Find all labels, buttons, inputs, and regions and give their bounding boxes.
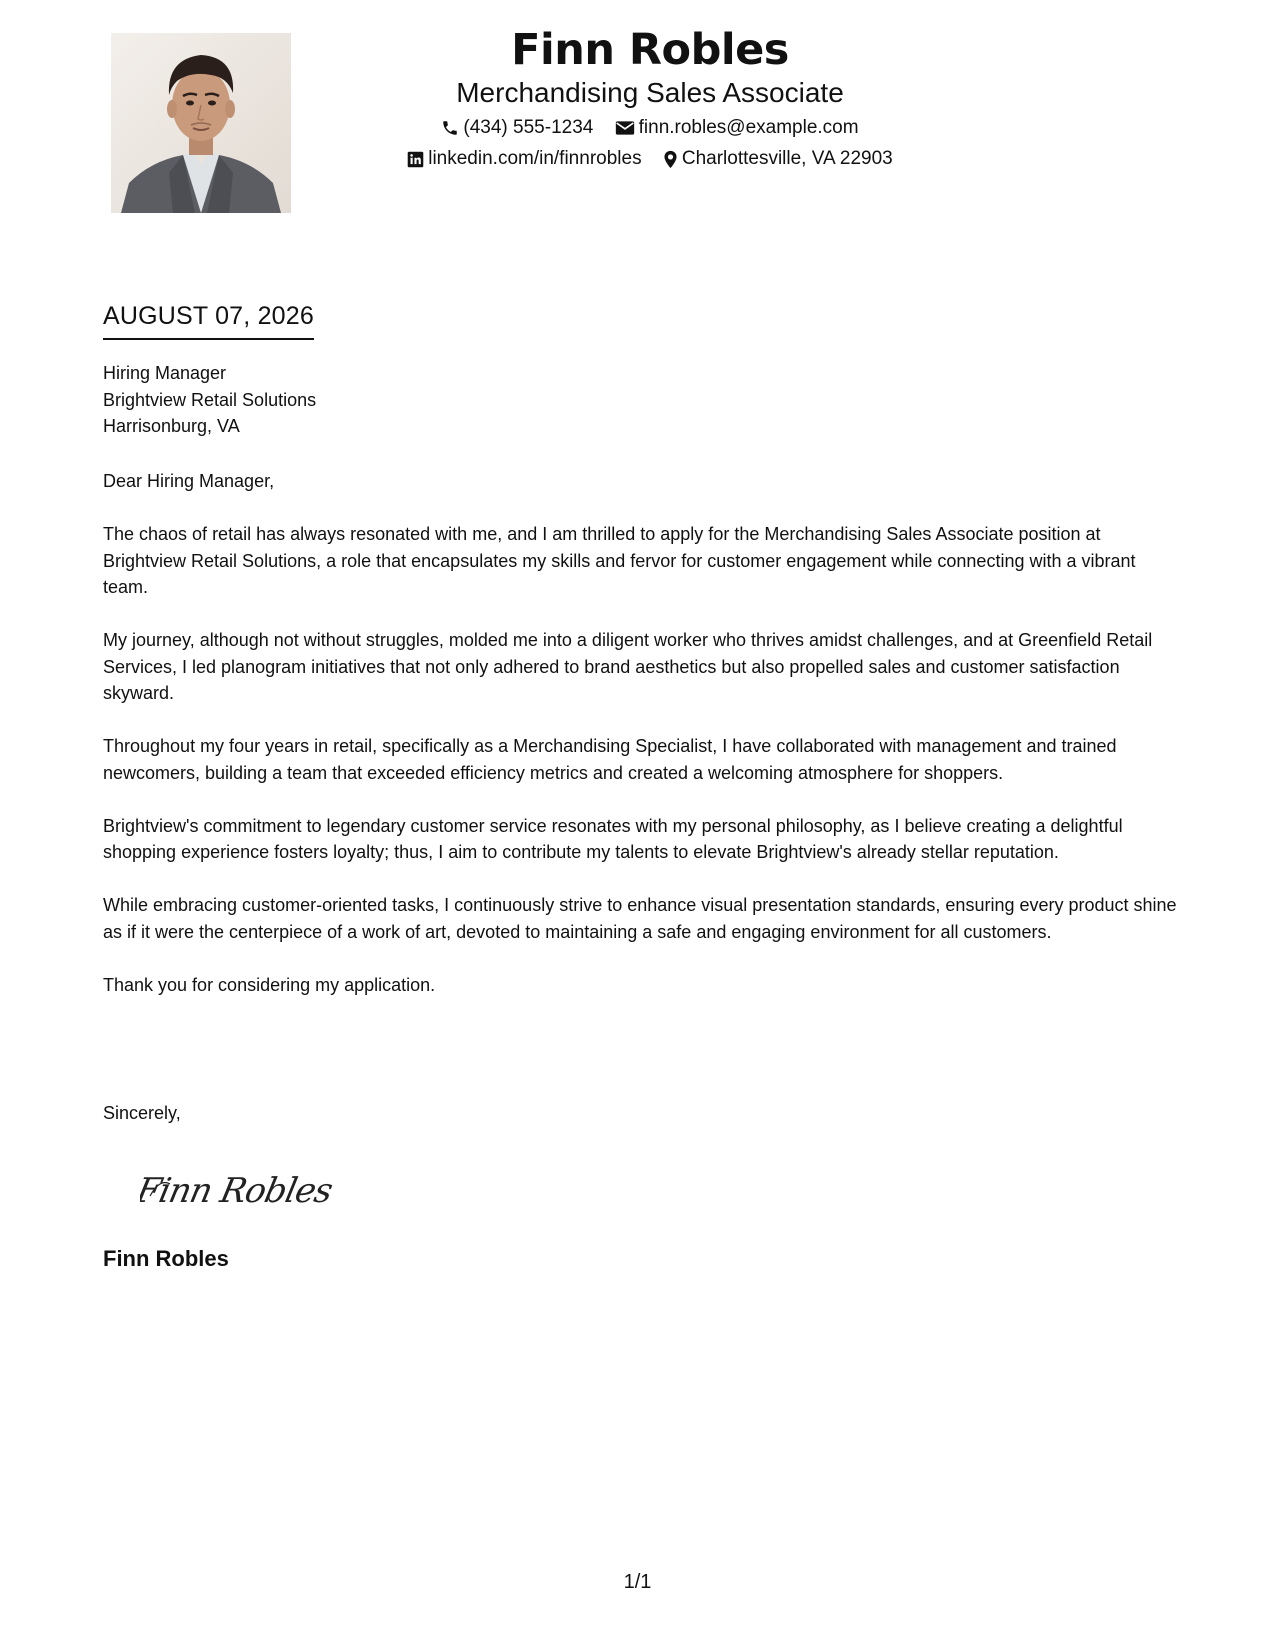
email-contact[interactable] bbox=[615, 115, 859, 141]
page-number: 1/1 bbox=[623, 1571, 652, 1593]
linkedin-contact[interactable] bbox=[407, 146, 641, 172]
email-text: finn.robles@example.com bbox=[638, 117, 859, 138]
applicant-name: Finn Robles bbox=[511, 25, 789, 75]
portrait-image bbox=[111, 33, 291, 213]
recipient-company: Brightview Retail Solutions bbox=[103, 389, 317, 410]
phone-icon bbox=[441, 119, 459, 137]
body-paragraph: Throughout my four years in retail, specifically as a Merchandising Specialist, I have collaborated with management and trained newcomers, building a team that exceeded efficiency metrics and created a welcoming atmosphere for shoppers. bbox=[103, 736, 1117, 783]
body-paragraph: The chaos of retail has always resonated with me, and I am thrilled to apply for the Merchandising Sales Associate position at Brightview Retail Solutions, a role that encapsulates my skills and fervor for customer engagement while connecting with a vibrant team. bbox=[103, 524, 1136, 597]
letter-date-block bbox=[103, 300, 314, 340]
map-pin-icon bbox=[663, 150, 678, 169]
linkedin-text: linkedin.com/in/finnrobles bbox=[428, 148, 642, 170]
closing: Sincerely, bbox=[103, 1103, 181, 1123]
letter-body bbox=[103, 468, 1178, 1025]
svg-text:Finn Robles: Finn Robles bbox=[140, 1171, 336, 1211]
recipient-name: Hiring Manager bbox=[103, 363, 227, 383]
profile-photo bbox=[111, 33, 291, 213]
phone-contact[interactable] bbox=[441, 115, 593, 141]
envelope-icon bbox=[615, 120, 635, 136]
letter-date: AUGUST 07, 2026 bbox=[103, 300, 314, 340]
salutation: Dear Hiring Manager, bbox=[103, 471, 275, 491]
closing-paragraph: Thank you for considering my application. bbox=[103, 974, 436, 995]
signature-image bbox=[140, 1158, 340, 1218]
resume-header bbox=[300, 22, 1000, 172]
body-paragraph: Brightview's commitment to legendary customer service resonates with my personal philosophy, as I believe creating a delightful shopping experience fosters loyalty; thus, I aim to contribute my talents to elevate Brightview's already stellar reputation. bbox=[103, 815, 1123, 862]
body-paragraph: While embracing customer-oriented tasks, I continuously strive to enhance visual presentation standards, ensuring every product shine as if it were the centerpiece of a work of art, devoted to maintaining a safe and engaging environment for all customers. bbox=[103, 895, 1177, 942]
applicant-title: Merchandising Sales Associate bbox=[456, 77, 844, 108]
contact-line-2 bbox=[300, 146, 1000, 172]
body-paragraph: My journey, although not without struggles, molded me into a diligent worker who thrives amidst challenges, and at Greenfield Retail Services, I led planogram initiatives that not only adhered to brand aesthetics but also propelled sales and customer satisfaction skyward. bbox=[103, 630, 1153, 703]
contact-line-1 bbox=[300, 115, 1000, 141]
location-text: Charlottesville, VA 22903 bbox=[681, 148, 893, 170]
signer-name: Finn Robles bbox=[103, 1246, 229, 1271]
location-contact bbox=[663, 146, 893, 172]
phone-text: (434) 555-1234 bbox=[463, 117, 594, 138]
recipient-block bbox=[103, 360, 316, 440]
linkedin-icon bbox=[407, 151, 424, 168]
recipient-location: Harrisonburg, VA bbox=[103, 416, 240, 436]
